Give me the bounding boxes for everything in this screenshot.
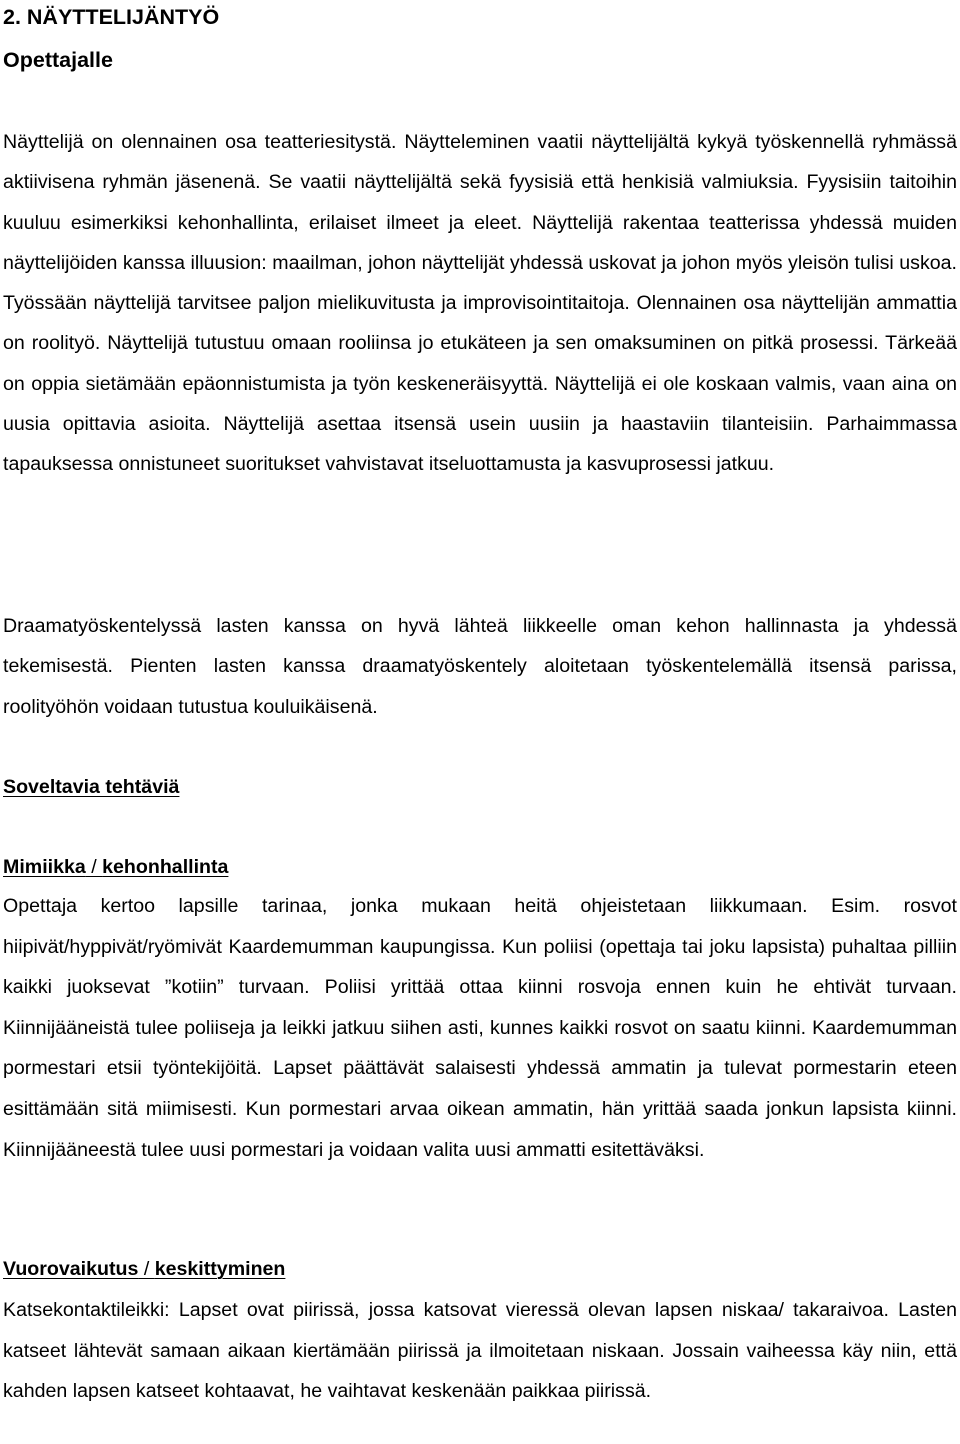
task2-heading xyxy=(3,1256,285,1282)
task1-heading-part-a: Mimiikka xyxy=(3,856,86,878)
task2-heading-part-a: Vuorovaikutus xyxy=(3,1258,139,1280)
task2-heading-separator: / xyxy=(138,1258,155,1280)
drama-paragraph: Draamatyöskentelyssä lasten kanssa on hyvä lähteä liikkeelle oman kehon hallinnasta ja yhdessä tekemisestä. Pienten lasten kanssa draamatyöskentely aloitetaan työskentelemällä itsensä parissa, roolityöhön voidaan tutustua kouluikäisenä. xyxy=(3,615,957,718)
task2-paragraph: Katsekontaktileikki: Lapset ovat piirissä, jossa katsovat vieressä olevan lapsen niskaa/ takaraivoa. Lasten katseet lähtevät samaan aikaan kiertämään piirissä ja ilmoitetaan niskaan. Jossain vaiheessa käy niin, että kahden lapsen katseet kohtaavat, he vaihtavat keskenään paikkaa piirissä. xyxy=(3,1299,957,1402)
task1-paragraph: Opettaja kertoo lapsille tarinaa, jonka mukaan heitä ohjeistetaan liikkumaan. Esim. rosvot hiipivät/hyppivät/ryömivät Kaardemumman kaupungissa. Kun poliisi (opettaja tai joku lapsista) puhaltaa pilliin kaikki juoksevat ”kotiin” turvaan. Poliisi yrittää ottaa kiinni rosvoja ennen kuin he ehtivät turvaan. Kiinnijääneistä tulee poliiseja ja leikki jatkuu siihen asti, kunnes kaikki rosvot on saatu kiinni. Kaardemumman pormestari etsii työntekijöitä. Lapset päättävät salaisesti yhdessä ammatin ja tulevat pormestarin eteen esittämään sitä miimisesti. Kun pormestari arvaa oikean ammatin, hän yrittää saada jonkun lapsista kiinni. Kiinnijääneestä tulee uusi pormestari ja voidaan valita uusi ammatti esitettäväksi. xyxy=(3,895,957,1161)
task1-heading-separator: / xyxy=(85,856,103,878)
task2-heading-part-b: keskittyminen xyxy=(154,1258,286,1280)
chapter-title: 2. NÄYTTELIJÄNTYÖ xyxy=(3,5,220,29)
task1-heading-part-b: kehonhallinta xyxy=(102,856,229,878)
intro-paragraph: Näyttelijä on olennainen osa teatteriesitystä. Näytteleminen vaatii näyttelijältä kykyä työskennellä ryhmässä aktiivisena ryhmän jäsenenä. Se vaatii näyttelijältä sekä fyysisiä että henkisiä valmiuksia. Fyysisiin taitoihin kuuluu esimerkiksi kehonhallinta, erilaiset ilmeet ja eleet. Näyttelijä rakentaa teatterissa yhdessä muiden näyttelijöiden kanssa illuusion: maailman, johon näyttelijät yhdessä uskovat ja johon myös yleisön tulisi uskoa. Työssään näyttelijä tarvitsee paljon mielikuvitusta ja improvisointitaitoja. Olennainen osa näyttelijän ammattia on roolityö. Näyttelijä tutustuu omaan rooliinsa jo etukäteen ja sen omaksuminen on pitkä prosessi. Tärkeää on oppia sietämään epäonnistumista ja työn keskeneräisyyttä. Näyttelijä ei ole koskaan valmis, vaan aina on uusia opittavia asioita. Näyttelijä asettaa itsensä usein uusiin ja haastaviin tilanteisiin. Parhaimmassa tapauksessa onnistuneet suoritukset vahvistavat itseluottamusta ja kasvuprosessi jatkuu. xyxy=(3,131,957,476)
task1-heading xyxy=(3,854,228,880)
tasks-heading: Soveltavia tehtäviä xyxy=(3,776,180,798)
section-title: Opettajalle xyxy=(3,48,113,72)
